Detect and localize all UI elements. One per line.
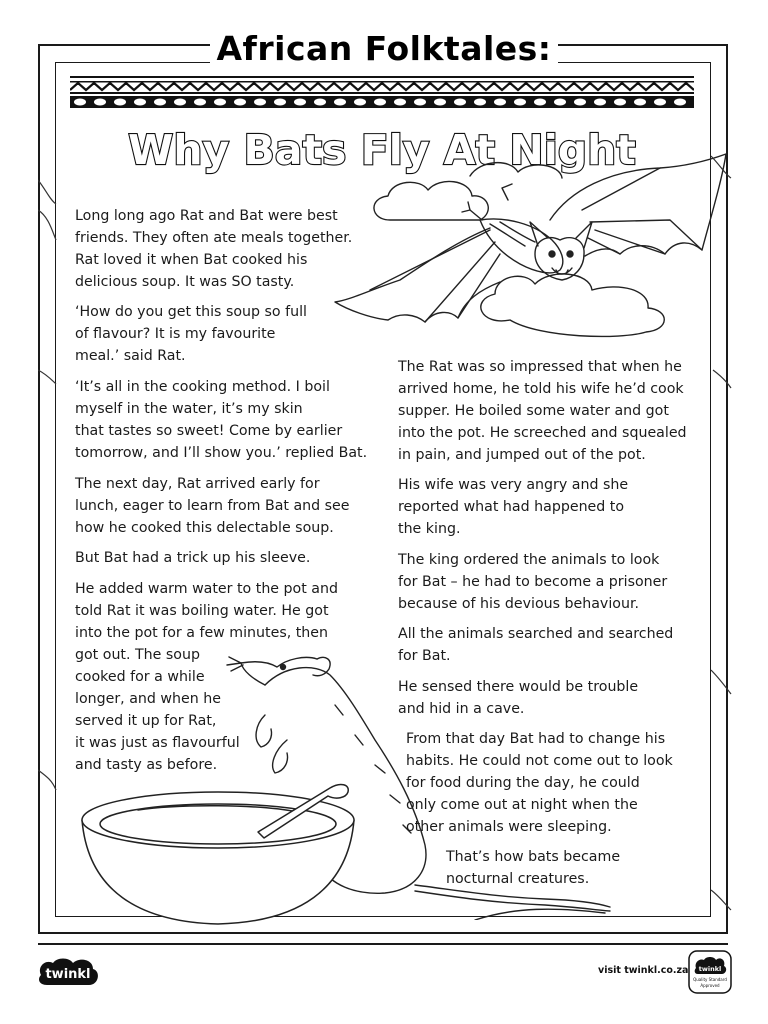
left-paragraph-5: But Bat had a trick up his sleeve. xyxy=(75,550,311,566)
twinkl-logo[interactable] xyxy=(35,955,101,989)
right-paragraph-3: The king ordered the animals to look for Bat – he had to become a prisoner because of his devious behaviour. xyxy=(398,552,668,612)
right-paragraph-1: The Rat was so impressed that when he arrived home, he told his wife he’d cook supper. He boiled some water and got into the pot. He screeched and squealed in pain, and jumped out of the pot. xyxy=(398,359,687,463)
left-paragraph-3: ‘It’s all in the cooking method. I boil myself in the water, it’s my skin that tastes so sweet! Come by earlier tomorrow, and I’ll show you.’ replied Bat. xyxy=(75,379,368,461)
badge-text-1: Quality Standard xyxy=(693,977,727,982)
right-paragraph-5: He sensed there would be trouble and hid in a cave. xyxy=(398,679,639,717)
badge-text-2: Approved xyxy=(700,983,720,988)
footer-divider xyxy=(38,943,728,945)
left-edge-decoration xyxy=(38,170,58,930)
page-title: African Folktales: xyxy=(210,28,558,70)
left-paragraph-6: He added warm water to the pot and told Rat it was boiling water. He got into the pot for a few minutes, then got out. The soup cooked for a while longer, and when he served it up for Rat, it was just as flavourful and tasty as before. xyxy=(75,581,338,773)
right-paragraph-7: That’s how bats became nocturnal creatures. xyxy=(446,849,621,887)
badge-logo-text: twinkl xyxy=(698,965,722,973)
story-title-text: Why Bats Fly At Night xyxy=(128,126,636,174)
visit-link[interactable]: visit twinkl.co.za xyxy=(598,965,689,976)
twinkl-logo-text: twinkl xyxy=(45,967,91,982)
left-paragraph-2: ‘How do you get this soup so full of flavour? It is my favourite meal.’ said Rat. xyxy=(75,304,307,364)
right-paragraph-4: All the animals searched and searched for Bat. xyxy=(398,626,674,664)
african-pattern-band xyxy=(70,76,694,110)
bat-illustration xyxy=(330,150,730,345)
right-paragraph-6: From that day Bat had to change his habits. He could not come out to look for food during the day, he could only come out at night when the other animals were sleeping. xyxy=(406,731,673,835)
soup-bowl-illustration xyxy=(78,770,358,930)
quality-badge xyxy=(688,950,732,994)
left-paragraph-1: Long long ago Rat and Bat were best friends. They often ate meals together. Rat loved it when Bat cooked his delicious soup. It was SO tasty. xyxy=(75,208,353,290)
left-paragraph-4: The next day, Rat arrived early for lunch, eager to learn from Bat and see how he cooked this delectable soup. xyxy=(75,476,350,536)
right-paragraph-2: His wife was very angry and she reported what had happened to the king. xyxy=(398,477,629,537)
